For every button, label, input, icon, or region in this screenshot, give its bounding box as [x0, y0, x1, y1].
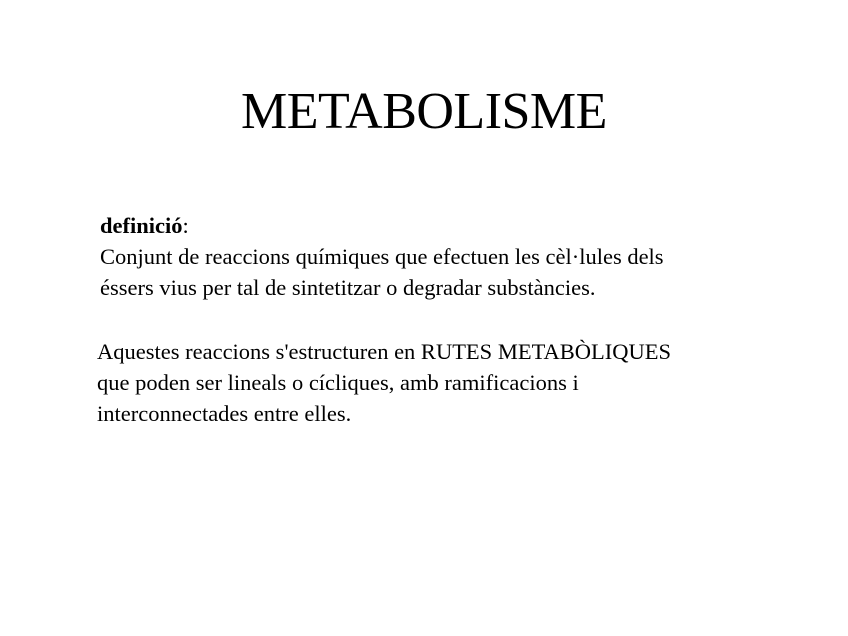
- definition-colon: :: [182, 213, 189, 238]
- metabolic-routes-paragraph: [97, 336, 671, 429]
- routes-line: Aquestes reaccions s'estructuren en RUTES METABÒLIQUES: [97, 339, 672, 364]
- routes-line: que poden ser lineals o cícliques, amb ramificacions i: [97, 370, 579, 395]
- definition-block: [100, 210, 664, 303]
- routes-line: interconnectades entre elles.: [97, 401, 352, 426]
- definition-term: definició: [100, 213, 183, 238]
- definition-line: Conjunt de reaccions químiques que efectuen les cèl·lules dels: [100, 244, 664, 269]
- definition-heading: [100, 210, 664, 241]
- definition-line: éssers vius per tal de sintetitzar o degradar substàncies.: [100, 275, 596, 300]
- slide-title: METABOLISME: [241, 83, 607, 140]
